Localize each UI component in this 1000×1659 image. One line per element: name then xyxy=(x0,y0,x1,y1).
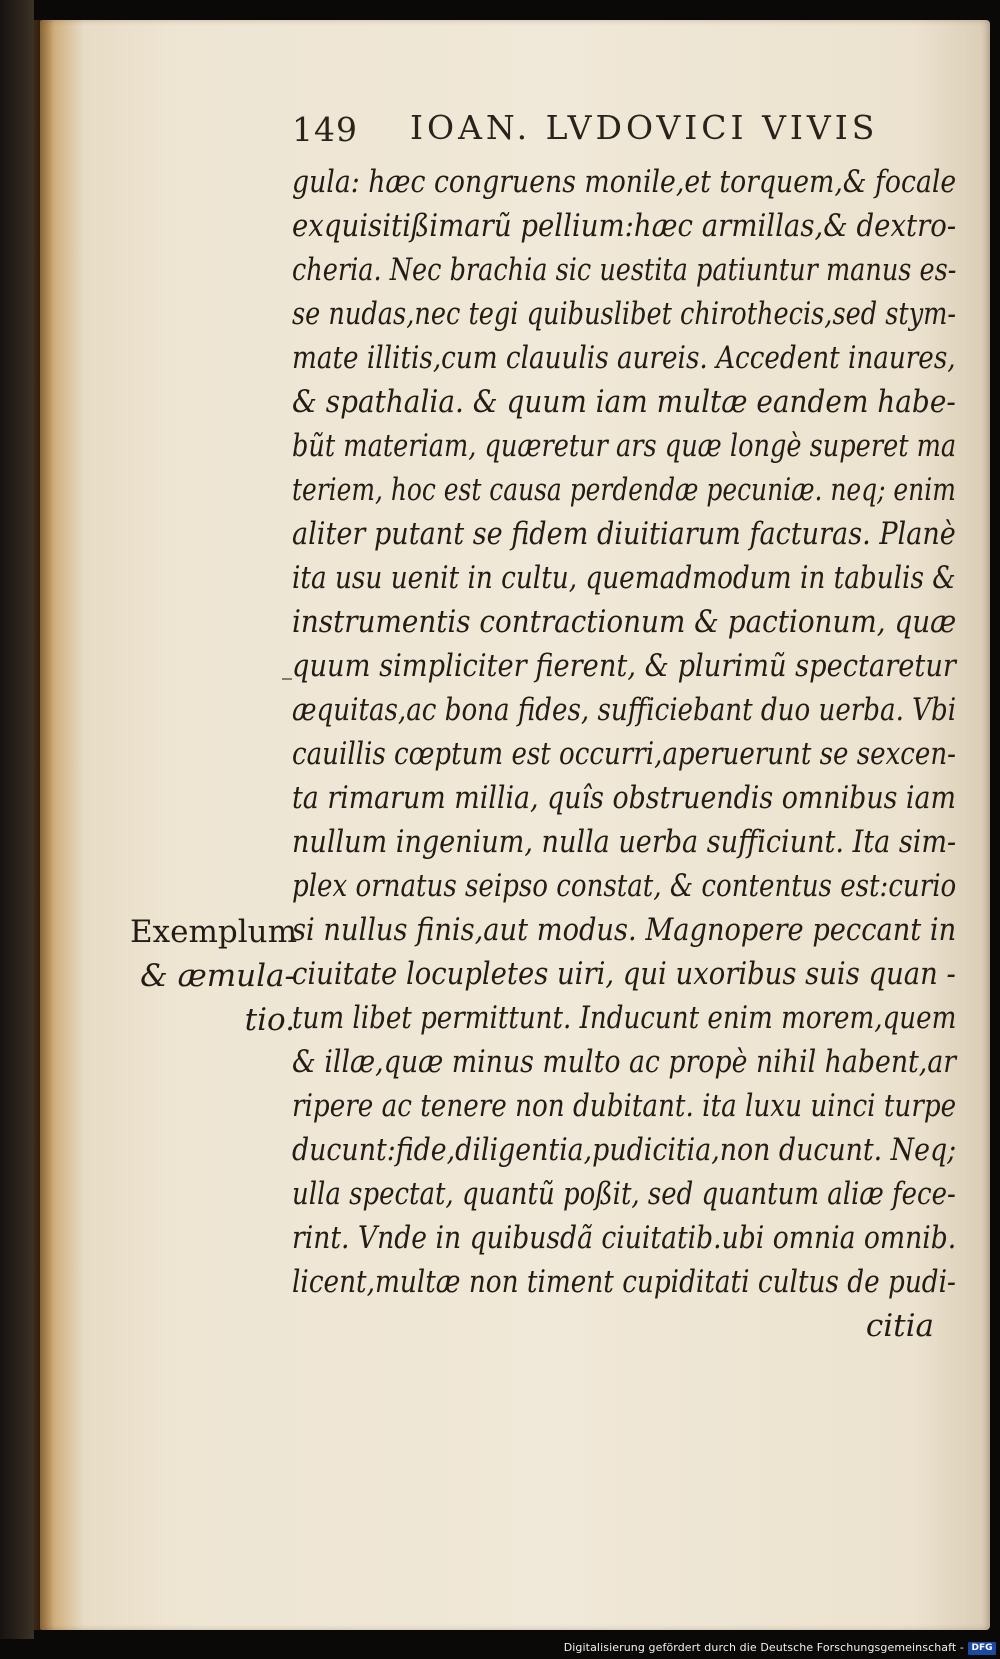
text-line: & spathalia. & quum iam multæ eandem habe- xyxy=(292,384,956,420)
folio-number: 149 xyxy=(292,110,358,149)
body-text xyxy=(292,160,956,1348)
text-line: instrumentis contractionum & pactionum, quæ xyxy=(292,604,957,640)
text-line: bũt materiam, quæretur ars quæ longè superet ma xyxy=(292,428,957,464)
text-line: plex ornatus seipso constat, & contentus est:curio xyxy=(292,868,957,904)
catchword: citia xyxy=(865,1308,934,1344)
footer-bar xyxy=(0,1639,1000,1659)
text-line: aliter putant se fidem diuitiarum facturas. Planè xyxy=(292,516,956,552)
text-line: tum libet permittunt. Inducunt enim morem,quem xyxy=(292,1000,957,1036)
margin-mark xyxy=(282,678,292,680)
text-line: rint. Vnde in quibusdã ciuitatib.ubi omnia omnib. xyxy=(292,1220,957,1256)
text-line: cauillis cœptum est occurri,aperuerunt se sexcen- xyxy=(292,736,956,772)
dfg-logo-icon: DFG xyxy=(968,1642,996,1655)
text-line: ripere ac tenere non dubitant. ita luxu uinci turpe xyxy=(292,1088,957,1124)
text-line: ducunt:fide,diligentia,pudicitia,non ducunt. Neq; xyxy=(292,1132,957,1168)
text-line: quum simpliciter fierent, & plurimũ spectaretur xyxy=(292,648,956,684)
text-line: æquitas,ac bona fides, sufficiebant duo uerba. Vbi xyxy=(292,692,957,728)
funding-credit: Digitalisierung gefördert durch die Deutsche Forschungsgemeinschaft - xyxy=(563,1641,964,1654)
text-line: ciuitate locupletes uiri, qui uxoribus suis quan - xyxy=(292,956,956,992)
text-line: mate illitis,cum clauulis aureis. Accedent inaures, xyxy=(292,340,956,376)
gutter-shadow xyxy=(34,20,54,1630)
marginal-note xyxy=(130,910,295,1042)
book-spine-edge xyxy=(0,0,34,1659)
marginal-note-line: & æmula- xyxy=(140,958,295,994)
text-line: ita usu uenit in cultu, quemadmodum in tabulis & xyxy=(292,560,956,596)
text-line: se nudas,nec tegi quibuslibet chirothecis,sed stym- xyxy=(292,296,957,332)
text-line: teriem, hoc est causa perdendæ pecuniæ. neq; enim xyxy=(292,472,956,508)
marginal-note-line: tio. xyxy=(244,1002,295,1038)
text-line: ta rimarum millia, quîs obstruendis omnibus iam xyxy=(292,780,956,816)
text-line: exquisitißimarũ pellium:hæc armillas,& dextro- xyxy=(292,208,957,244)
text-line: & illæ,quæ minus multo ac propè nihil habent,ar xyxy=(292,1044,957,1080)
page-header xyxy=(292,106,932,156)
running-title: IOAN. LVDOVICI VIVIS xyxy=(410,108,879,147)
text-line: ulla spectat, quantũ poßit, sed quantum aliæ fece- xyxy=(292,1176,956,1212)
text-line: si nullus finis,aut modus. Magnopere peccant in xyxy=(292,912,957,948)
marginal-note-line: Exemplum xyxy=(130,914,297,950)
text-line: cheria. Nec brachia sic uestita patiuntur manus es- xyxy=(292,252,957,288)
text-line: nullum ingenium, nulla uerba sufficiunt. Ita sim- xyxy=(292,824,957,860)
text-line: gula: hæc congruens monile,et torquem,& focale xyxy=(292,164,957,200)
text-line: licent,multæ non timent cupiditati cultus de pudi- xyxy=(292,1264,956,1300)
